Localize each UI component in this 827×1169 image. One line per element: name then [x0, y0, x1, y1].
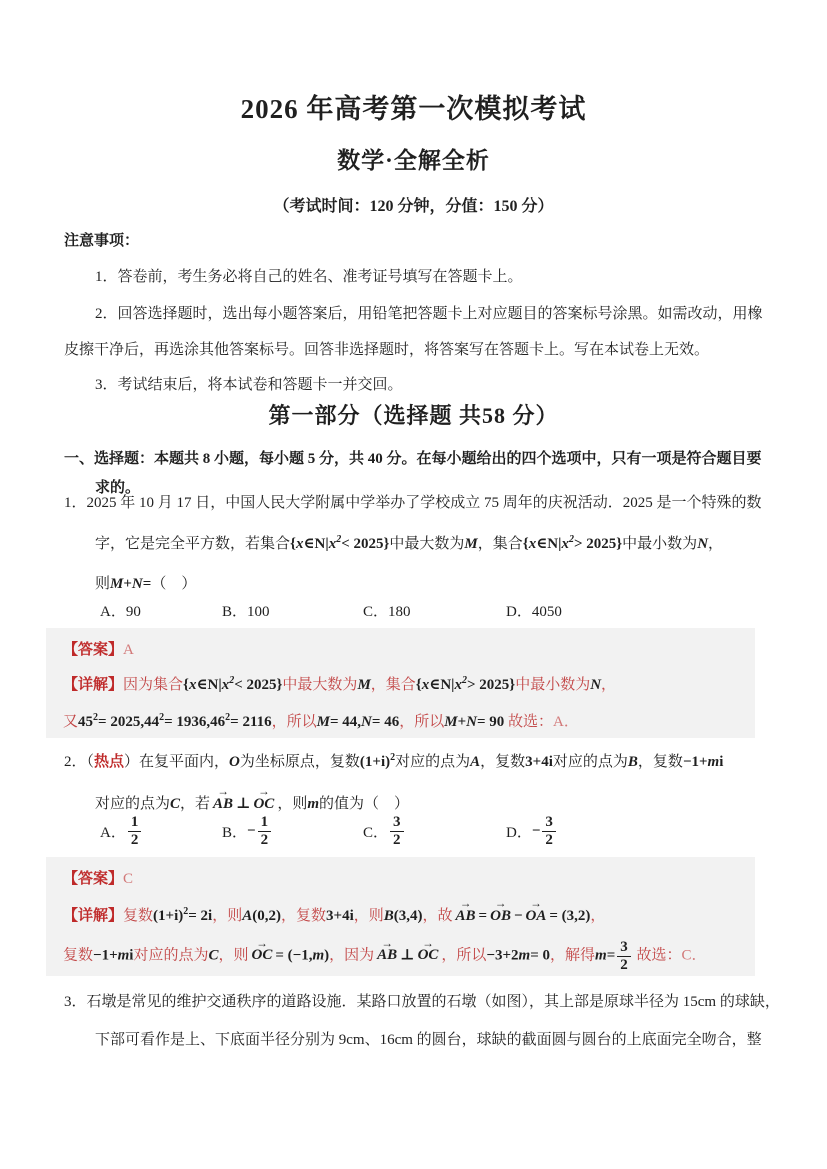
notice-line-2: 2．回答选择题时，选出每小题答案后，用铅笔把答题卡上对应题目的答案标号涂黑。如需改动，用橡 — [95, 306, 763, 322]
q2-option-d: D． − $\frac{3}{2}$ — [506, 814, 558, 848]
notice-line-2-wrap: 皮擦干净后，再选涂其他答案标号。回答非选择题时，将答案写在答题卡上。写在本试卷上无效。 — [64, 342, 710, 358]
exam-subtitle: 数学·全解全析 — [337, 148, 490, 173]
mcq-intro-line-1: 一、选择题：本题共 8 小题，每小题 5 分，共 40 分。在每小题给出的四个选项中，只有一项是符合题目要 — [64, 451, 762, 467]
notice-line-1: 1．答卷前，考生务必将自己的姓名、准考证号填写在答题卡上。 — [95, 269, 523, 285]
q1-detail-line-2: 又$45^2= 2025,44^2= 1936,46^2= 2116$，所以M= 44,N= 46，所以M+N= 90 故选：A． — [63, 712, 579, 730]
q2-option-a: A． $\frac{1}{2}$ — [100, 814, 143, 848]
notice-heading: 注意事项： — [64, 233, 140, 249]
question-2-options — [64, 814, 764, 856]
exam-info: （考试时间：120 分钟，分值：150 分） — [273, 198, 554, 215]
part1-header: 第一部分（选择题 共58 分） — [268, 403, 559, 428]
question-1-options — [64, 600, 764, 630]
q1-option-c: C．180 — [363, 604, 411, 620]
q1-option-b: B．100 — [222, 604, 270, 620]
mcq-intro-line-2: 求的。 — [95, 480, 141, 496]
question-3-line-2: 下部可看作是上、下底面半径分别为 9cm、16cm 的圆台，球缺的截面圆与圆台的上底面完全吻合，整 — [95, 1032, 762, 1048]
answer-block-2 — [46, 857, 755, 976]
q2-option-c: C． $\frac{3}{2}$ — [363, 814, 406, 848]
q2-answer-line: 【答案】C — [63, 871, 134, 887]
notice-line-3: 3．考试结束后，将本试卷和答题卡一并交回。 — [95, 377, 403, 393]
exam-title: 2026 年高考第一次模拟考试 — [240, 94, 587, 124]
q1-detail-line-1: 【详解】因为集合$\{x\in N|x^2< 2025\}$中最大数为M，集合$\{x\in N|x^2> 2025\}$中最小数为N， — [63, 675, 617, 693]
question-1-line-3: 则M+N=（ ） — [95, 576, 197, 592]
question-2-line-1: 2．（热点）在复平面内，O为坐标原点，复数$(1+i)^2$对应的点为A，复数3+4i对应的点为B，复数−1+mi — [64, 752, 724, 770]
q1-option-d: D．4050 — [506, 604, 562, 620]
q2-option-b: B． − $\frac{1}{2}$ — [222, 814, 273, 848]
q1-answer-line: 【答案】A — [63, 642, 134, 658]
question-2-line-2: 对应的点为C，若 → AB ⊥ → OC ，则m的值为（ ） — [95, 785, 410, 812]
question-1-line-2: 字，它是完全平方数，若集合$\{x\in N|x^2< 2025\}$中最大数为M，集合$\{x\in N|x^2> 2025\}$中最小数为N， — [95, 534, 724, 552]
q1-option-a: A．90 — [100, 604, 141, 620]
question-1-line-1: 1．2025 年 10 月 17 日，中国人民大学附属中学举办了学校成立 75 周年的庆祝活动．2025 是一个特殊的数 — [64, 495, 762, 511]
q2-detail-line-1: 【详解】复数$(1+i)^2= 2i$，则A(0,2)，复数3+4i，则B(3,4)，故 → AB = → OB − → OA = (3,2)， — [63, 897, 606, 924]
answer-block-1 — [46, 628, 755, 738]
question-3-line-1: 3．石墩是常见的维护交通秩序的道路设施．某路口放置的石墩（如图），其上部是原球半径为 15cm 的球缺， — [64, 994, 780, 1010]
q2-detail-line-2: 复数−1+mi对应的点为C，则 → OC = (−1,m)，因为 → AB ⊥ → OC ，所以−3+2m= 0，解得m= $\frac{3}{2}$ 故选：C． — [63, 936, 707, 973]
